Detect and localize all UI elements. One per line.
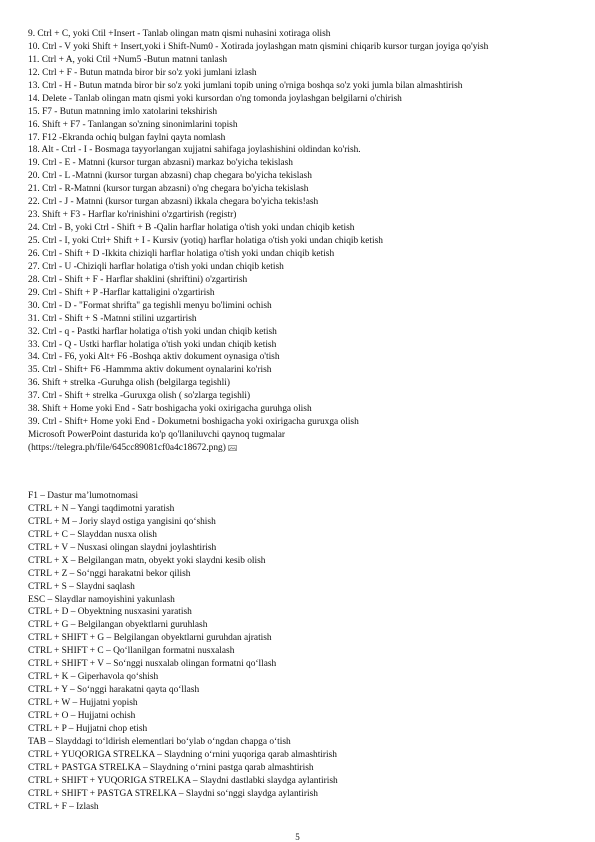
shortcut-list-word [28, 28, 588, 455]
list-item: 28. Ctrl - Shift + F - Harflar shaklini (shriftini) o'zgartirish [28, 274, 248, 285]
list-item: 21. Ctrl - R-Matnni (kursor turgan abzasni) o'ng chegara bo'yicha tekislash [28, 184, 309, 195]
list-item: 10. Ctrl - V yoki Shift + Insert,yoki i Shift-Num0 - Xotirada joylashgan matn qismini chiqarib kursor turgan joyiga qo'yish [28, 41, 489, 52]
list-item: 26. Ctrl - Shift + D -Ikkita chiziqli harflar holatiga o'tish yoki undan chiqib ketish [28, 248, 335, 259]
list-item: F1 – Dastur ma’lumotnomasi [28, 491, 139, 501]
list-item: CTRL + C – Slayddan nusxa olish [28, 529, 157, 540]
list-item: CTRL + G – Belgilangan obyektlarni guruhlash [28, 620, 208, 631]
list-item: 14. Delete - Tanlab olingan matn qismi yoki kursordan o'ng tomonda joylashgan belgilarni o'chirish [28, 93, 402, 104]
list-item: 15. F7 - Butun matnning imlo xatolarini tekshirish [28, 106, 218, 117]
list-item: CTRL + SHIFT + PASTGA STRELKA – Slaydni so‘nggi slaydga aylantirish [28, 788, 318, 799]
list-item: 39. Ctrl - Shift+ Home yoki End - Dokumetni boshigacha yoki oxirigacha guruxga olish [28, 417, 359, 428]
list-item: 38. Shift + Home yoki End - Satr boshigacha yoki oxirigacha guruhga olish [28, 404, 312, 415]
page-number: 5 [295, 832, 300, 842]
list-item: 33. Ctrl - Q - Ustki harflar holatiga o'tish yoki undan chiqib ketish [28, 339, 277, 350]
list-item: CTRL + YUQORIGA STRELKA – Slaydning o‘rnini yuqoriga qarab almashtirish [28, 749, 337, 760]
list-item: 12. Ctrl + F - Butun matnda biror bir so'z yoki jumlani izlash [28, 67, 257, 78]
list-item: TAB – Slayddagi to‘ldirish elementlari bo‘ylab o‘ngdan chapga o‘tish [28, 736, 291, 747]
list-item: CTRL + M – Joriy slayd ostiga yangisini qo‘shish [28, 516, 216, 527]
list-item: CTRL + SHIFT + G – Belgilangan obyektlarni guruhdan ajratish [28, 633, 272, 644]
list-item: 30. Ctrl - D - "Format shrifta" ga tegishli menyu bo'limini ochish [28, 300, 272, 311]
list-item: 13. Ctrl - H - Butun matnda biror bir so'z yoki jumlani topib uning o'rniga boshqa so'z yoki jumla bilan almashtirish [28, 80, 463, 91]
list-item: CTRL + O – Hujjatni ochish [28, 710, 136, 721]
list-item: CTRL + P – Hujjatni chop etish [28, 723, 148, 734]
list-item: 29. Ctrl - Shift + P -Harflar kattaligini o'zgartirish [28, 287, 215, 298]
image-link[interactable]: (https://telegra.ph/file/645cc89081cf0a4c18672.png) [28, 443, 226, 453]
list-item: CTRL + F – Izlash [28, 801, 99, 812]
list-item: CTRL + D – Obyektning nusxasini yaratish [28, 607, 192, 618]
list-item: CTRL + PASTGA STRELKA – Slaydning o‘rnini pastga qarab almashtirish [28, 762, 314, 773]
list-item: 34. Ctrl - F6, yoki Alt+ F6 -Boshqa aktiv dokument oynasiga o'tish [28, 352, 280, 363]
list-item: 18. Alt - Ctrl - I - Bosmaga tayyorlangan xujjatni sahifaga joylashishini oldindan ko'rish. [28, 145, 361, 156]
list-item: CTRL + SHIFT + C – Qo‘llanilgan formatni nusxalash [28, 646, 235, 657]
section-heading: Microsoft PowerPoint dasturida ko'p qo'llaniluvchi qaynoq tugmalar [28, 430, 285, 441]
list-item: 16. Shift + F7 - Tanlangan so'zning sinonimlarini topish [28, 119, 238, 130]
list-item: CTRL + SHIFT + V – So‘nggi nusxalab olingan formatni qo‘llash [28, 659, 277, 670]
image-link-line [28, 442, 588, 455]
list-item: ESC – Slaydlar namoyishini yakunlash [28, 594, 175, 605]
list-item: 35. Ctrl - Shift+ F6 -Hammma aktiv dokument oynalarini ko'rish [28, 365, 272, 376]
list-item: 36. Shift + strelka -Guruhga olish (belgilarga tegishli) [28, 378, 230, 389]
shortcut-list-powerpoint [28, 490, 588, 813]
list-item: 25. Ctrl - I, yoki Ctrl+ Shift + I - Kursiv (yotiq) harflar holatiga o'tish yoki undan chiqib ketish [28, 236, 383, 246]
list-item: 23. Shift + F3 - Harflar ko'rinishini o'zgartirish (registr) [28, 210, 237, 221]
list-item: 37. Ctrl - Shift + strelka -Guruxga olish ( so'zlarga tegishli) [28, 391, 251, 402]
list-item: CTRL + N – Yangi taqdimotni yaratish [28, 503, 175, 514]
list-item: CTRL + S – Slaydni saqlash [28, 581, 135, 592]
list-item: CTRL + Z – So‘nggi harakatni bekor qilish [28, 568, 191, 579]
list-item: CTRL + W – Hujjatni yopish [28, 698, 138, 708]
list-item: 17. F12 -Ekranda ochiq bulgan faylni qayta nomlash [28, 132, 226, 143]
list-item: CTRL + K – Giperhavola qo‘shish [28, 672, 159, 683]
list-item: 22. Ctrl - J - Matnni (kursor turgan abzasni) ikkala chegara bo'yicha tekis!ash [28, 197, 319, 208]
list-item: 27. Ctrl - U -Chiziqli harflar holatiga o'tish yoki undan chiqib ketish [28, 261, 284, 272]
list-item: 32. Ctrl - q - Pastki harflar holatiga o'tish yoki undan chiqib ketish [28, 326, 277, 337]
list-item: CTRL + V – Nusxasi olingan slaydni joylashtirish [28, 542, 217, 553]
list-item: 20. Ctrl - L -Matnni (kursor turgan abzasni) chap chegara bo'yicha tekislash [28, 171, 312, 182]
broken-image-icon [228, 445, 237, 451]
list-item: 11. Ctrl + A, yoki Ctil +Num5 -Butun matnni tanlash [28, 54, 228, 65]
list-item: CTRL + SHIFT + YUQORIGA STRELKA – Slaydni dastlabki slaydga aylantirish [28, 775, 338, 786]
list-item: CTRL + Y – So‘nggi harakatni qayta qo‘llash [28, 685, 200, 696]
list-item: 19. Ctrl - E - Matnni (kursor turgan abzasni) markaz bo'yicha tekislash [28, 158, 293, 169]
list-item: 9. Ctrl + C, yoki Ctil +Insert - Tanlab olingan matn qismi nuhasini xotiraga olish [28, 29, 331, 39]
list-item: 24. Ctrl - B, yoki Ctrl - Shift + B -Qalin harflar holatiga o'tish yoki undan chiqib ketish [28, 223, 355, 234]
list-item: 31. Ctrl - Shift + S -Matnni stilini uzgartirish [28, 313, 197, 324]
list-item: CTRL + X – Belgilangan matn, obyekt yoki slaydni kesib olish [28, 555, 266, 566]
